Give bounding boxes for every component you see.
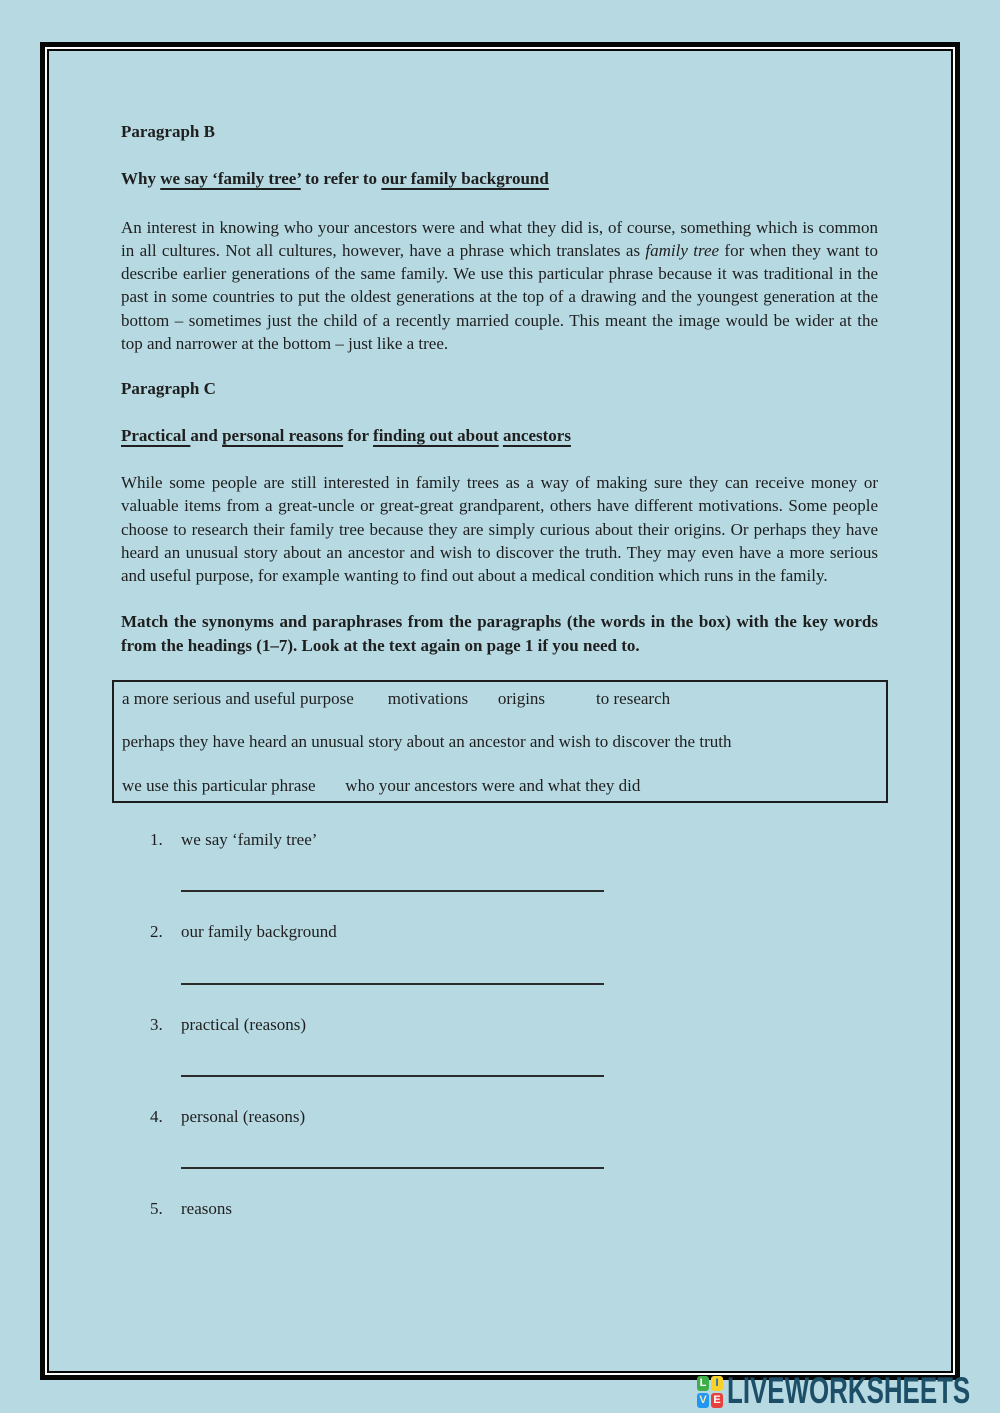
heading-b-part1: Why — [121, 169, 161, 189]
liveworksheets-tiles-icon — [697, 1376, 723, 1408]
paragraph-b-body-text: An interest in knowing who your ancestors were and what they did is, of course, something which is common in all cultures. Not all cultures, however, have a phrase which translates as — [121, 217, 878, 260]
question-3-label: practical (reasons) — [181, 1014, 307, 1034]
logo-tile-e: E — [711, 1393, 723, 1408]
paragraph-c-label: Paragraph C — [121, 379, 216, 399]
question-item-2 — [121, 920, 878, 984]
heading-b-part3: to refer to — [300, 169, 382, 189]
paragraph-c-body: While some people are still interested in family trees as a way of making sure they can receive money or valuable items from a great-uncle or great-great grandparent, others have different motivations. Some people choose to research their family tree because they are simply curious about their origins. Or perhaps they have heard an unusual story about an ancestor and wish to discover the truth. They may even have a more serious and useful purpose, for example wanting to find out about a medical condition which runs in the family. — [121, 472, 878, 586]
question-list — [121, 828, 878, 1220]
heading-c-underlined-4: ancestors — [502, 425, 571, 445]
paragraph-b-heading — [121, 167, 878, 190]
paragraph-b-body — [121, 216, 878, 356]
logo-tile-v: V — [697, 1393, 709, 1408]
question-1-label: we say ‘family tree’ — [181, 829, 318, 849]
paragraph-c-heading — [121, 424, 878, 447]
question-2-number: 2. — [150, 922, 163, 942]
word-box-line-2: perhaps they have heard an unusual story about an ancestor and wish to discover the truth — [122, 732, 732, 752]
heading-b-underlined-1: we say ‘family tree’ — [160, 169, 301, 189]
question-3-row — [121, 1013, 878, 1036]
matching-instruction: Match the synonyms and paraphrases from the paragraphs (the words in the box) with the key words from the headings (1–7). Look at the text again on page 1 if you need to. — [121, 612, 878, 655]
liveworksheets-logo — [697, 1371, 1000, 1411]
question-item-3 — [121, 1013, 878, 1077]
question-item-1 — [121, 828, 878, 892]
question-1-number: 1. — [150, 829, 163, 849]
question-item-4 — [121, 1105, 878, 1169]
question-1-row — [121, 828, 878, 851]
paragraph-b-italic-phrase: family tree — [645, 240, 720, 260]
heading-c-underlined-3: finding out about — [373, 425, 499, 445]
answer-blank-3[interactable] — [181, 1036, 604, 1077]
question-4-row — [121, 1105, 878, 1128]
heading-c-part4: for — [343, 425, 374, 445]
question-2-row — [121, 920, 878, 943]
heading-c-underlined-2: personal reasons — [222, 425, 344, 445]
word-box — [112, 680, 888, 803]
question-2-label: our family background — [181, 922, 337, 942]
paragraph-b-body-text-cont: for when they want to describe earlier generations of the same family. We use this particular phrase because it was traditional in the past in some countries to put the oldest generations at the top of a drawing and the youngest generation at the bottom – sometimes just the child of a recently married couple. This meant the image would be wider at the top and narrower at the bottom – just like a tree. — [121, 240, 878, 354]
question-item-5 — [121, 1197, 878, 1220]
answer-blank-4[interactable] — [181, 1128, 604, 1169]
word-box-line-3: we use this particular phrase who your ancestors were and what they did — [122, 775, 641, 795]
question-5-number: 5. — [150, 1199, 163, 1219]
liveworksheets-wordmark: LIVEWORKSHEETS — [727, 1370, 971, 1411]
question-5-row — [121, 1197, 878, 1220]
heading-c-part2: and — [190, 425, 223, 445]
logo-tile-i: I — [711, 1376, 723, 1391]
question-4-label: personal (reasons) — [181, 1106, 306, 1126]
heading-c-underlined-1: Practical — [121, 425, 191, 445]
question-4-number: 4. — [150, 1106, 163, 1126]
heading-b-underlined-2: our family background — [381, 169, 549, 189]
worksheet-content — [121, 120, 878, 1220]
logo-tile-l: L — [697, 1376, 709, 1391]
answer-blank-2[interactable] — [181, 944, 604, 985]
paragraph-b-label: Paragraph B — [121, 122, 215, 141]
answer-blank-1[interactable] — [181, 851, 604, 892]
word-box-line-1: a more serious and useful purpose motivations origins to research — [122, 689, 671, 709]
question-3-number: 3. — [150, 1014, 163, 1034]
question-5-label: reasons — [181, 1199, 232, 1219]
